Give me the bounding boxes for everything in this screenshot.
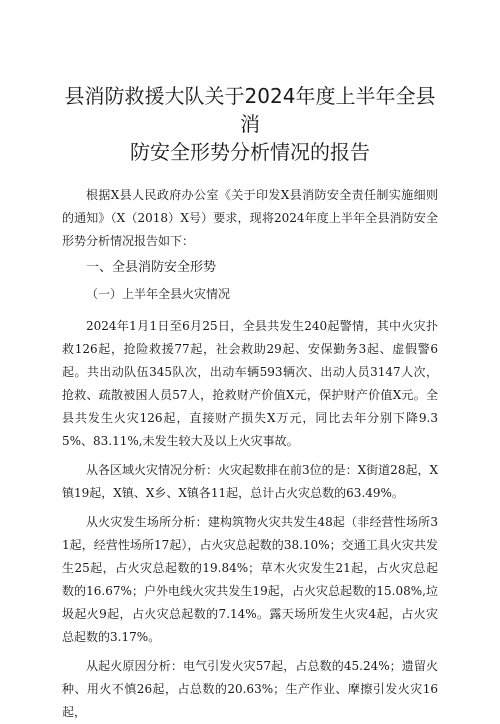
section-heading: 一、全县消防安全形势 [86,260,217,275]
paragraph-incident-summary: 2024年1月1日至6月25日，全县共发生240起警情，其中火灾扑救126起，抢险救援77起，社会救助29起、安保勤务3起、虚假警6起。共出动队伍345队次，出动车辆593辆次、出动人员3147人次，抢救、疏散被困人员57人，抢救财产价值X元，保护财产价值X元。全县共发生火灾126起，直接财产损失X万元，同比去年分别下降9.35%、83.11%,未发生较大及以上火灾事故。 [62,319,438,448]
title-line-1: 县消防救援大队关于2024年度上半年全县消 [64,84,436,136]
paragraph-cause-analysis: 从起火原因分析：电气引发火灾57起，占总数的45.24%；遗留火种、用火不慎26起，占总数的20.63%；生产作业、摩擦引发火灾16起， [62,659,438,719]
intro-paragraph: 根据X县人民政府办公室《关于印发X县消防安全责任制实施细则的通知》（X（2018）X号）要求，现将2024年度上半年全县消防安全形势分析情况报告如下： [62,188,438,248]
paragraph-region-analysis: 从各区域火灾情况分析：火灾起数排在前3位的是：X街道28起，X镇19起，X镇、X乡、X镇各11起，总计占火灾总数的63.49%。 [62,463,438,500]
document-title [62,82,438,166]
title-line-2: 防安全形势分析情况的报告 [130,140,370,164]
paragraph-location-analysis: 从火灾发生场所分析：建构筑物火灾共发生48起（非经营性场所31起，经营性场所17起），占火灾总起数的38.10%；交通工具火灾共发生25起，占火灾总起数的19.84%；草木火灾发生21起，占火灾总起数的16.67%；户外电线火灾共发生19起，占火灾总起数的15.08%,垃圾起火9起，占火灾总起数的7.14%。露天场所发生火灾4起，占火灾总起数的3.17%。 [62,515,438,644]
subsection-heading: （一）上半年全县火灾情况 [86,287,231,301]
